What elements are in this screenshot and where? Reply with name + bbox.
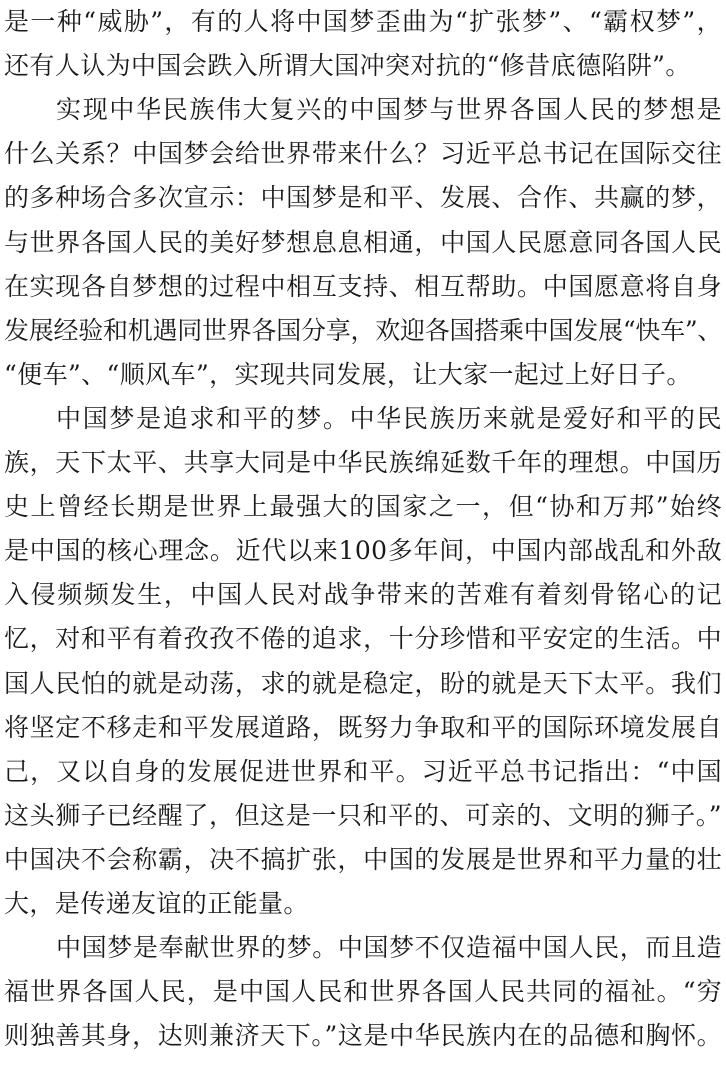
text-line: 的多种场合多次宣示：中国梦是和平、发展、合作、共赢的梦，	[4, 183, 722, 213]
text-line: 在实现各自梦想的过程中相互支持、相互帮助。中国愿意将自身	[4, 271, 722, 301]
text-line: 将坚定不移走和平发展道路，既努力争取和平的国际环境发展自	[4, 712, 722, 742]
text-line: 中国决不会称霸，决不搞扩张，中国的发展是世界和平力量的壮	[4, 844, 722, 874]
text-line: 与世界各国人民的美好梦想息息相通，中国人民愿意同各国人民	[4, 227, 722, 257]
text-line: 入侵频频发生，中国人民对战争带来的苦难有着刻骨铭心的记	[4, 580, 722, 610]
text-line: 是中国的核心理念。近代以来100多年间，中国内部战乱和外敌	[4, 536, 722, 566]
text-line: 福世界各国人民，是中国人民和世界各国人民共同的福祉。“穷	[4, 977, 722, 1007]
text-line: 忆，对和平有着孜孜不倦的追求，十分珍惜和平安定的生活。中	[4, 624, 722, 654]
text-line: 大，是传递友谊的正能量。	[4, 889, 309, 918]
text-line: 国人民怕的就是动荡，求的就是稳定，盼的就是天下太平。我们	[4, 668, 722, 698]
text-line: 实现中华民族伟大复兴的中国梦与世界各国人民的梦想是	[56, 95, 722, 125]
text-line: “便车”、“顺风车”，实现共同发展，让大家一起过上好日子。	[4, 359, 692, 389]
text-line: 是一种“威胁”，有的人将中国梦歪曲为“扩张梦”、“霸权梦”，	[4, 7, 722, 36]
text-line: 史上曾经长期是世界上最强大的国家之一，但“协和万邦”始终	[4, 492, 722, 522]
text-line: 这头狮子已经醒了，但这是一只和平的、可亲的、文明的狮子。”	[4, 800, 722, 830]
text-line: 族，天下太平、共享大同是中华民族绵延数千年的理想。中国历	[4, 448, 722, 477]
text-line: 还有人认为中国会跌入所谓大国冲突对抗的“修昔底德陷阱”。	[4, 51, 691, 81]
text-line: 中国梦是奉献世界的梦。中国梦不仅造福中国人民，而且造	[56, 933, 722, 963]
text-line: 则独善其身，达则兼济天下。”这是中华民族内在的品德和胸怀。	[4, 1021, 722, 1051]
text-line: 发展经验和机遇同世界各国分享，欢迎各国搭乘中国发展“快车”、	[4, 315, 722, 345]
text-line: 什么关系？中国梦会给世界带来什么？习近平总书记在国际交往	[4, 139, 722, 169]
text-line: 己，又以自身的发展促进世界和平。习近平总书记指出：“中国	[4, 756, 722, 786]
text-line: 中国梦是追求和平的梦。中华民族历来就是爱好和平的民	[56, 403, 722, 433]
